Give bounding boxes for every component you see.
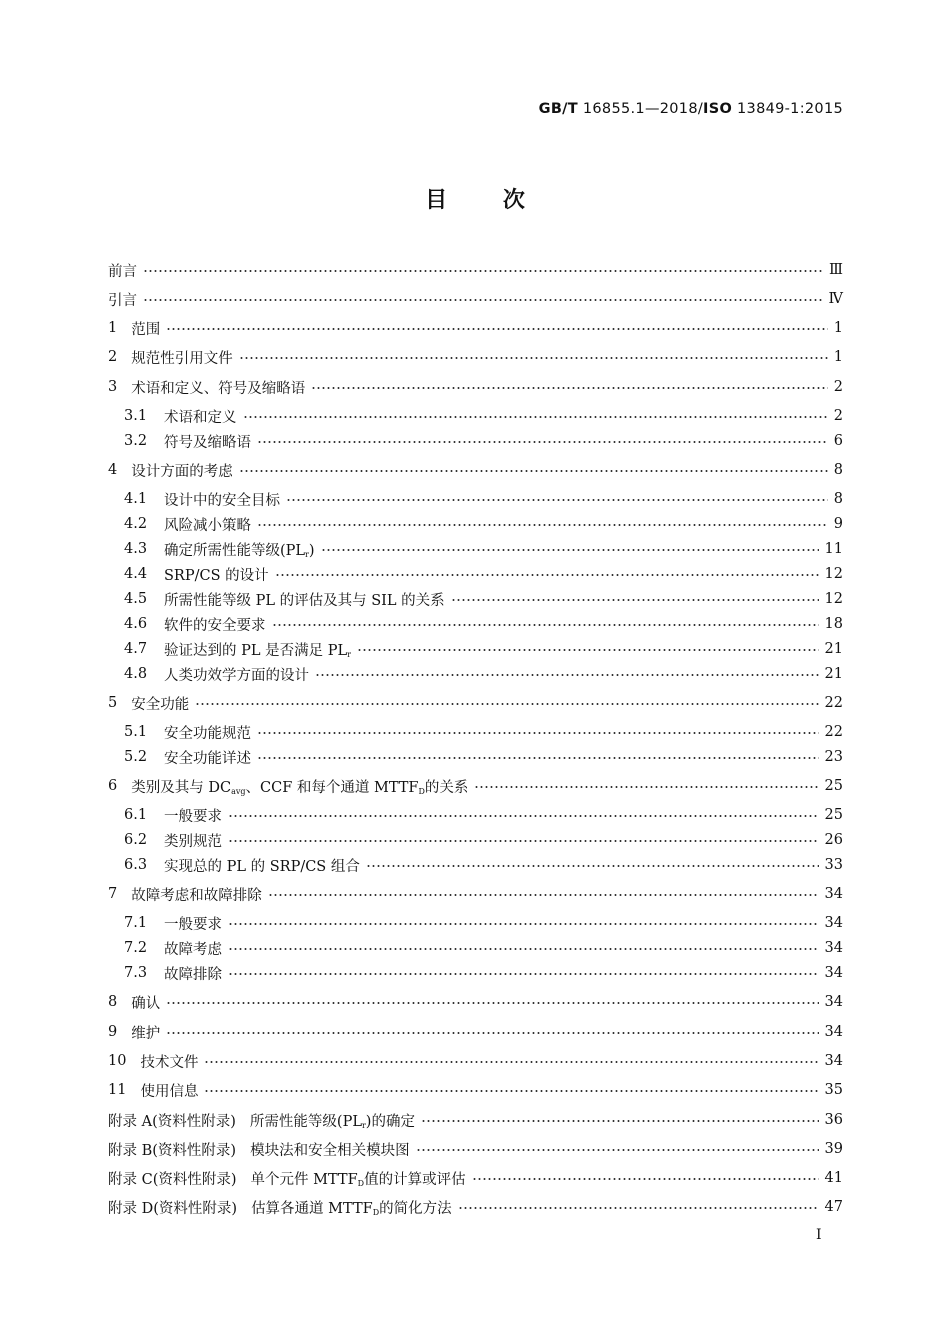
- toc-entry-number: 2: [108, 349, 118, 365]
- toc-entry[interactable]: [108, 458, 843, 482]
- toc-entry-label: [164, 639, 351, 660]
- toc-entry[interactable]: [108, 512, 843, 536]
- toc-entry-subscript: avg: [231, 786, 246, 796]
- dot-leader: [458, 1207, 819, 1209]
- toc-entry-number: 7.3: [124, 965, 148, 981]
- toc-entry-label-text: 模块法和安全相关模块图: [250, 1142, 410, 1159]
- toc-entry-subscript: r: [347, 649, 351, 659]
- dot-leader: [166, 1032, 818, 1034]
- toc-entry-label-text: 单个元件 MTTF: [250, 1171, 358, 1188]
- dot-leader: [204, 1090, 818, 1092]
- toc-entry-label: [164, 539, 315, 560]
- toc-entry-label: [131, 318, 160, 339]
- toc-entry-subscript: r: [305, 549, 309, 559]
- toc-entry-label: [164, 664, 309, 685]
- toc-entry[interactable]: [108, 1137, 843, 1161]
- toc-entry[interactable]: [108, 1049, 843, 1073]
- toc-entry-page: 1: [833, 320, 843, 336]
- toc-entry-label-text: 范围: [131, 321, 161, 338]
- toc-entry[interactable]: [108, 287, 843, 311]
- toc-entry-label: [164, 963, 222, 984]
- toc-entry[interactable]: [108, 803, 843, 827]
- toc-entry-label: [164, 431, 251, 452]
- toc-entry[interactable]: [108, 258, 843, 282]
- toc-entry-label-text: 类别规范: [164, 833, 222, 850]
- toc-entry-number: 8: [108, 994, 118, 1010]
- toc-entry[interactable]: [108, 537, 843, 561]
- toc-entry-page: Ⅳ: [828, 291, 843, 307]
- toc-entry[interactable]: [108, 961, 843, 985]
- dot-leader: [416, 1149, 819, 1151]
- toc-entry-label-text: 技术文件: [140, 1054, 199, 1071]
- dot-leader: [366, 865, 819, 867]
- toc-entry-label: [131, 347, 233, 368]
- toc-entry-page: 34: [824, 994, 843, 1010]
- toc-entry-label: [164, 406, 237, 427]
- toc-entry[interactable]: [108, 1020, 843, 1044]
- toc-entry-page: 25: [824, 807, 843, 823]
- dot-leader: [204, 1061, 818, 1063]
- dot-leader: [357, 649, 819, 651]
- toc-entry-label: [251, 1168, 466, 1189]
- toc-entry[interactable]: [108, 828, 843, 852]
- toc-entry[interactable]: [108, 1108, 843, 1132]
- toc-entry-page: 34: [824, 940, 843, 956]
- toc-entry-page: 18: [824, 616, 843, 632]
- toc-entry[interactable]: [108, 720, 843, 744]
- toc-entry-page: 2: [833, 408, 843, 424]
- toc-entry-label-text: 估算各通道 MTTF: [251, 1200, 373, 1217]
- toc-entry-number: 9: [108, 1024, 118, 1040]
- toc-entry-number: 7: [108, 886, 118, 902]
- toc-entry-page: 12: [824, 566, 843, 582]
- toc-entry-label-text: 安全功能详述: [164, 750, 251, 767]
- toc-entry-label: [250, 1110, 415, 1131]
- toc-entry[interactable]: [108, 1166, 843, 1190]
- toc-entry[interactable]: [108, 936, 843, 960]
- toc-entry-label-text: 验证达到的 PL 是否满足 PL: [164, 642, 348, 659]
- toc-entry[interactable]: [108, 853, 843, 877]
- toc-entry[interactable]: [108, 1078, 843, 1102]
- toc-entry-page: 12: [824, 591, 843, 607]
- toc-entry-label-text: 确认: [131, 995, 161, 1012]
- toc-entry[interactable]: [108, 487, 843, 511]
- toc-entry-label-text: SRP/CS 的设计: [164, 567, 269, 584]
- toc-entry-label-text: )的确定: [365, 1113, 415, 1130]
- toc-entry-label: [164, 805, 222, 826]
- toc-entry-label: [164, 722, 251, 743]
- toc-entry-number: 附录 D(资料性附录): [108, 1200, 238, 1217]
- toc-entry-label-text: 故障考虑和故障排除: [131, 887, 262, 904]
- toc-entry-label: [108, 260, 137, 281]
- toc-entry-label: [250, 1139, 410, 1160]
- toc-entry-label-text: 故障考虑: [164, 941, 222, 958]
- toc-entry-label: [131, 693, 189, 714]
- toc-entry[interactable]: [108, 637, 843, 661]
- toc-entry[interactable]: [108, 882, 843, 906]
- toc-entry-label-text: 、CCF 和每个通道 MTTF: [245, 779, 419, 796]
- toc-entry-label-text: 引言: [108, 292, 137, 309]
- dot-leader: [166, 328, 828, 330]
- toc-entry-number: 3.2: [124, 433, 148, 449]
- toc-entry-page: 34: [824, 1053, 843, 1069]
- toc-entry-page: 34: [824, 965, 843, 981]
- toc-entry-page: 36: [824, 1112, 843, 1128]
- toc-entry-label-text: 符号及缩略语: [164, 434, 251, 451]
- toc-entry-number: 10: [108, 1053, 127, 1069]
- toc-entry-page: 8: [833, 491, 843, 507]
- toc-entry-number: 附录 B(资料性附录): [108, 1142, 237, 1159]
- toc-entry-label-text: 的简化方法: [379, 1200, 452, 1217]
- toc-entry-label-text: 一般要求: [164, 916, 222, 933]
- toc-entry-number: 3.1: [124, 408, 148, 424]
- toc-entry-label-text: 术语和定义、符号及缩略语: [131, 380, 306, 397]
- toc-entry-page: 41: [824, 1170, 843, 1186]
- dot-leader: [257, 524, 828, 526]
- toc-entry[interactable]: [108, 990, 843, 1014]
- toc-entry-page: 33: [824, 857, 843, 873]
- toc-entry-label-text: 值的计算或评估: [364, 1171, 466, 1188]
- toc-entry-label-text: 所需性能等级 PL 的评估及其与 SIL 的关系: [164, 592, 445, 609]
- toc-entry-label: [164, 938, 222, 959]
- toc-entry-page: 25: [824, 778, 843, 794]
- toc-entry-page: 47: [824, 1199, 843, 1215]
- dot-leader: [228, 840, 819, 842]
- toc-entry-label: [131, 460, 233, 481]
- toc-entry-label: [131, 377, 305, 398]
- dot-leader: [166, 1002, 818, 1004]
- toc-entry-page: 34: [824, 886, 843, 902]
- toc-entry-page: 35: [824, 1082, 843, 1098]
- dot-leader: [228, 973, 819, 975]
- toc-entry-label: [131, 776, 468, 797]
- dot-leader: [143, 270, 823, 272]
- toc-entry-label: [164, 514, 251, 535]
- toc-entry-page: 21: [824, 666, 843, 682]
- toc-entry-number: 6.3: [124, 857, 148, 873]
- toc-entry-subscript: D: [357, 1178, 365, 1188]
- toc-entry-label: [108, 289, 137, 310]
- toc-entry-label-text: 术语和定义: [164, 409, 237, 426]
- toc-entry-label-text: 规范性引用文件: [131, 350, 233, 367]
- toc-entry-page: Ⅲ: [829, 262, 843, 278]
- toc-entry-number: 4.3: [124, 541, 148, 557]
- toc-entry[interactable]: [108, 587, 843, 611]
- standard-number-header: [539, 101, 843, 117]
- dot-leader: [228, 948, 819, 950]
- toc-entry-number: 7.2: [124, 940, 148, 956]
- toc-entry-label-text: 类别及其与 DC: [131, 779, 232, 796]
- toc-entry-label-text: ): [308, 542, 315, 559]
- toc-entry-page: 2: [833, 379, 843, 395]
- toc-entry-label-text: 实现总的 PL 的 SRP/CS 组合: [164, 858, 360, 875]
- toc-entry-page: 1: [833, 349, 843, 365]
- toc-entry-label: [164, 614, 266, 635]
- toc-entry[interactable]: [108, 745, 843, 769]
- toc-entry-label: [140, 1051, 198, 1072]
- toc-entry-label-text: 安全功能: [131, 696, 190, 713]
- standard-prefix: GB/T: [538, 101, 578, 117]
- toc-entry-label: [164, 747, 251, 768]
- toc-entry-label-text: 使用信息: [140, 1083, 199, 1100]
- toc-entry[interactable]: [108, 562, 843, 586]
- toc-entry[interactable]: [108, 691, 843, 715]
- dot-leader: [257, 757, 819, 759]
- toc-entry-label-text: 确定所需性能等级(PL: [164, 542, 306, 559]
- dot-leader: [195, 703, 818, 705]
- toc-entry-label-text: 设计中的安全目标: [164, 492, 280, 509]
- toc-entry-number: 4: [108, 462, 118, 478]
- toc-entry-label: [131, 992, 160, 1013]
- toc-entry-label-text: 安全功能规范: [164, 725, 251, 742]
- toc-entry-page: 22: [824, 724, 843, 740]
- toc-title: 目 次: [425, 188, 525, 213]
- toc-entry-number: 6: [108, 778, 118, 794]
- toc-entry-number: 4.4: [124, 566, 148, 582]
- dot-leader: [286, 499, 828, 501]
- toc-entry-label: [251, 1197, 452, 1218]
- toc-entry[interactable]: [108, 429, 843, 453]
- toc-entry-label: [164, 855, 360, 876]
- toc-entry-page: 6: [833, 433, 843, 449]
- dot-leader: [272, 624, 819, 626]
- dot-leader: [143, 299, 823, 301]
- toc-entry-page: 9: [833, 516, 843, 532]
- toc-entry-page: 21: [824, 641, 843, 657]
- toc-entry-label-text: 维护: [131, 1025, 161, 1042]
- dot-leader: [275, 574, 819, 576]
- dot-leader: [311, 387, 828, 389]
- toc-entry-number: 3: [108, 379, 118, 395]
- toc-entry-label-text: 人类功效学方面的设计: [164, 667, 309, 684]
- dot-leader: [451, 599, 819, 601]
- toc-entry[interactable]: [108, 662, 843, 686]
- toc-entry-number: 5.2: [124, 749, 148, 765]
- toc-entry-subscript: D: [372, 1207, 380, 1217]
- toc-entry-label: [164, 564, 269, 585]
- toc-entry-number: 6.1: [124, 807, 148, 823]
- dot-leader: [257, 441, 828, 443]
- toc-entry-number: 4.7: [124, 641, 148, 657]
- toc-entry[interactable]: [108, 404, 843, 428]
- toc-entry-label: [131, 1022, 160, 1043]
- toc-entry-number: 5: [108, 695, 118, 711]
- dot-leader: [239, 357, 828, 359]
- toc-entry-number: 4.5: [124, 591, 148, 607]
- toc-entry-label-text: 风险减小策略: [164, 517, 251, 534]
- toc-entry-number: 4.2: [124, 516, 148, 532]
- toc-entry[interactable]: [108, 345, 843, 369]
- dot-leader: [474, 786, 818, 788]
- toc-entry-page: 26: [824, 832, 843, 848]
- toc-entry-label-text: 软件的安全要求: [164, 617, 266, 634]
- toc-entry-label: [164, 830, 222, 851]
- toc-entry-label-text: 一般要求: [164, 808, 222, 825]
- toc-entry-number: 4.1: [124, 491, 148, 507]
- dot-leader: [257, 732, 819, 734]
- toc-entry-label-text: 的关系: [424, 779, 469, 796]
- toc-entry[interactable]: [108, 375, 843, 399]
- dot-leader: [315, 674, 819, 676]
- toc-entry-label-text: 故障排除: [164, 966, 222, 983]
- toc-entry-number: 11: [108, 1082, 127, 1098]
- toc-entry-page: 8: [833, 462, 843, 478]
- toc-entry-number: 附录 C(资料性附录): [108, 1171, 237, 1188]
- toc-entry-subscript: D: [418, 786, 425, 796]
- dot-leader: [239, 470, 828, 472]
- toc-entry-number: 4.8: [124, 666, 148, 682]
- toc-entry-label: [164, 589, 445, 610]
- toc-entry-label: [164, 489, 280, 510]
- dot-leader: [421, 1120, 819, 1122]
- dot-leader: [268, 894, 819, 896]
- page-number: Ⅰ: [816, 1227, 822, 1243]
- toc-entry[interactable]: [108, 1195, 843, 1219]
- toc-entry-label-text: 前言: [108, 263, 137, 280]
- toc-entry[interactable]: [108, 612, 843, 636]
- toc-entry-number: 5.1: [124, 724, 148, 740]
- toc-entry-label: [140, 1080, 198, 1101]
- dot-leader: [228, 815, 819, 817]
- toc-entry-page: 22: [824, 695, 843, 711]
- toc-entry-page: 23: [824, 749, 843, 765]
- toc-entry-number: 附录 A(资料性附录): [108, 1113, 236, 1130]
- toc-entry[interactable]: [108, 774, 843, 798]
- toc-entry-label-text: 设计方面的考虑: [131, 463, 233, 480]
- toc-entry-label: [131, 884, 262, 905]
- toc-entry-page: 39: [824, 1141, 843, 1157]
- toc-entry-number: 1: [108, 320, 118, 336]
- toc-entry-subscript: r: [361, 1120, 366, 1130]
- standard-number: 16855.1—2018/: [577, 101, 704, 117]
- toc-entry-number: 6.2: [124, 832, 148, 848]
- dot-leader: [321, 549, 819, 551]
- toc-entry-page: 34: [824, 1024, 843, 1040]
- toc-entry-label-text: 所需性能等级(PL: [249, 1113, 362, 1130]
- toc-entry-number: 4.6: [124, 616, 148, 632]
- iso-number: 13849-1:2015: [732, 101, 843, 117]
- toc-entry[interactable]: [108, 316, 843, 340]
- toc-entry[interactable]: [108, 911, 843, 935]
- dot-leader: [228, 923, 819, 925]
- toc-entry-page: 34: [824, 915, 843, 931]
- iso-prefix: ISO: [703, 101, 733, 117]
- toc-entry-label: [164, 913, 222, 934]
- toc-entry-page: 11: [824, 541, 843, 557]
- dot-leader: [472, 1178, 819, 1180]
- toc-entry-number: 7.1: [124, 915, 148, 931]
- dot-leader: [243, 416, 828, 418]
